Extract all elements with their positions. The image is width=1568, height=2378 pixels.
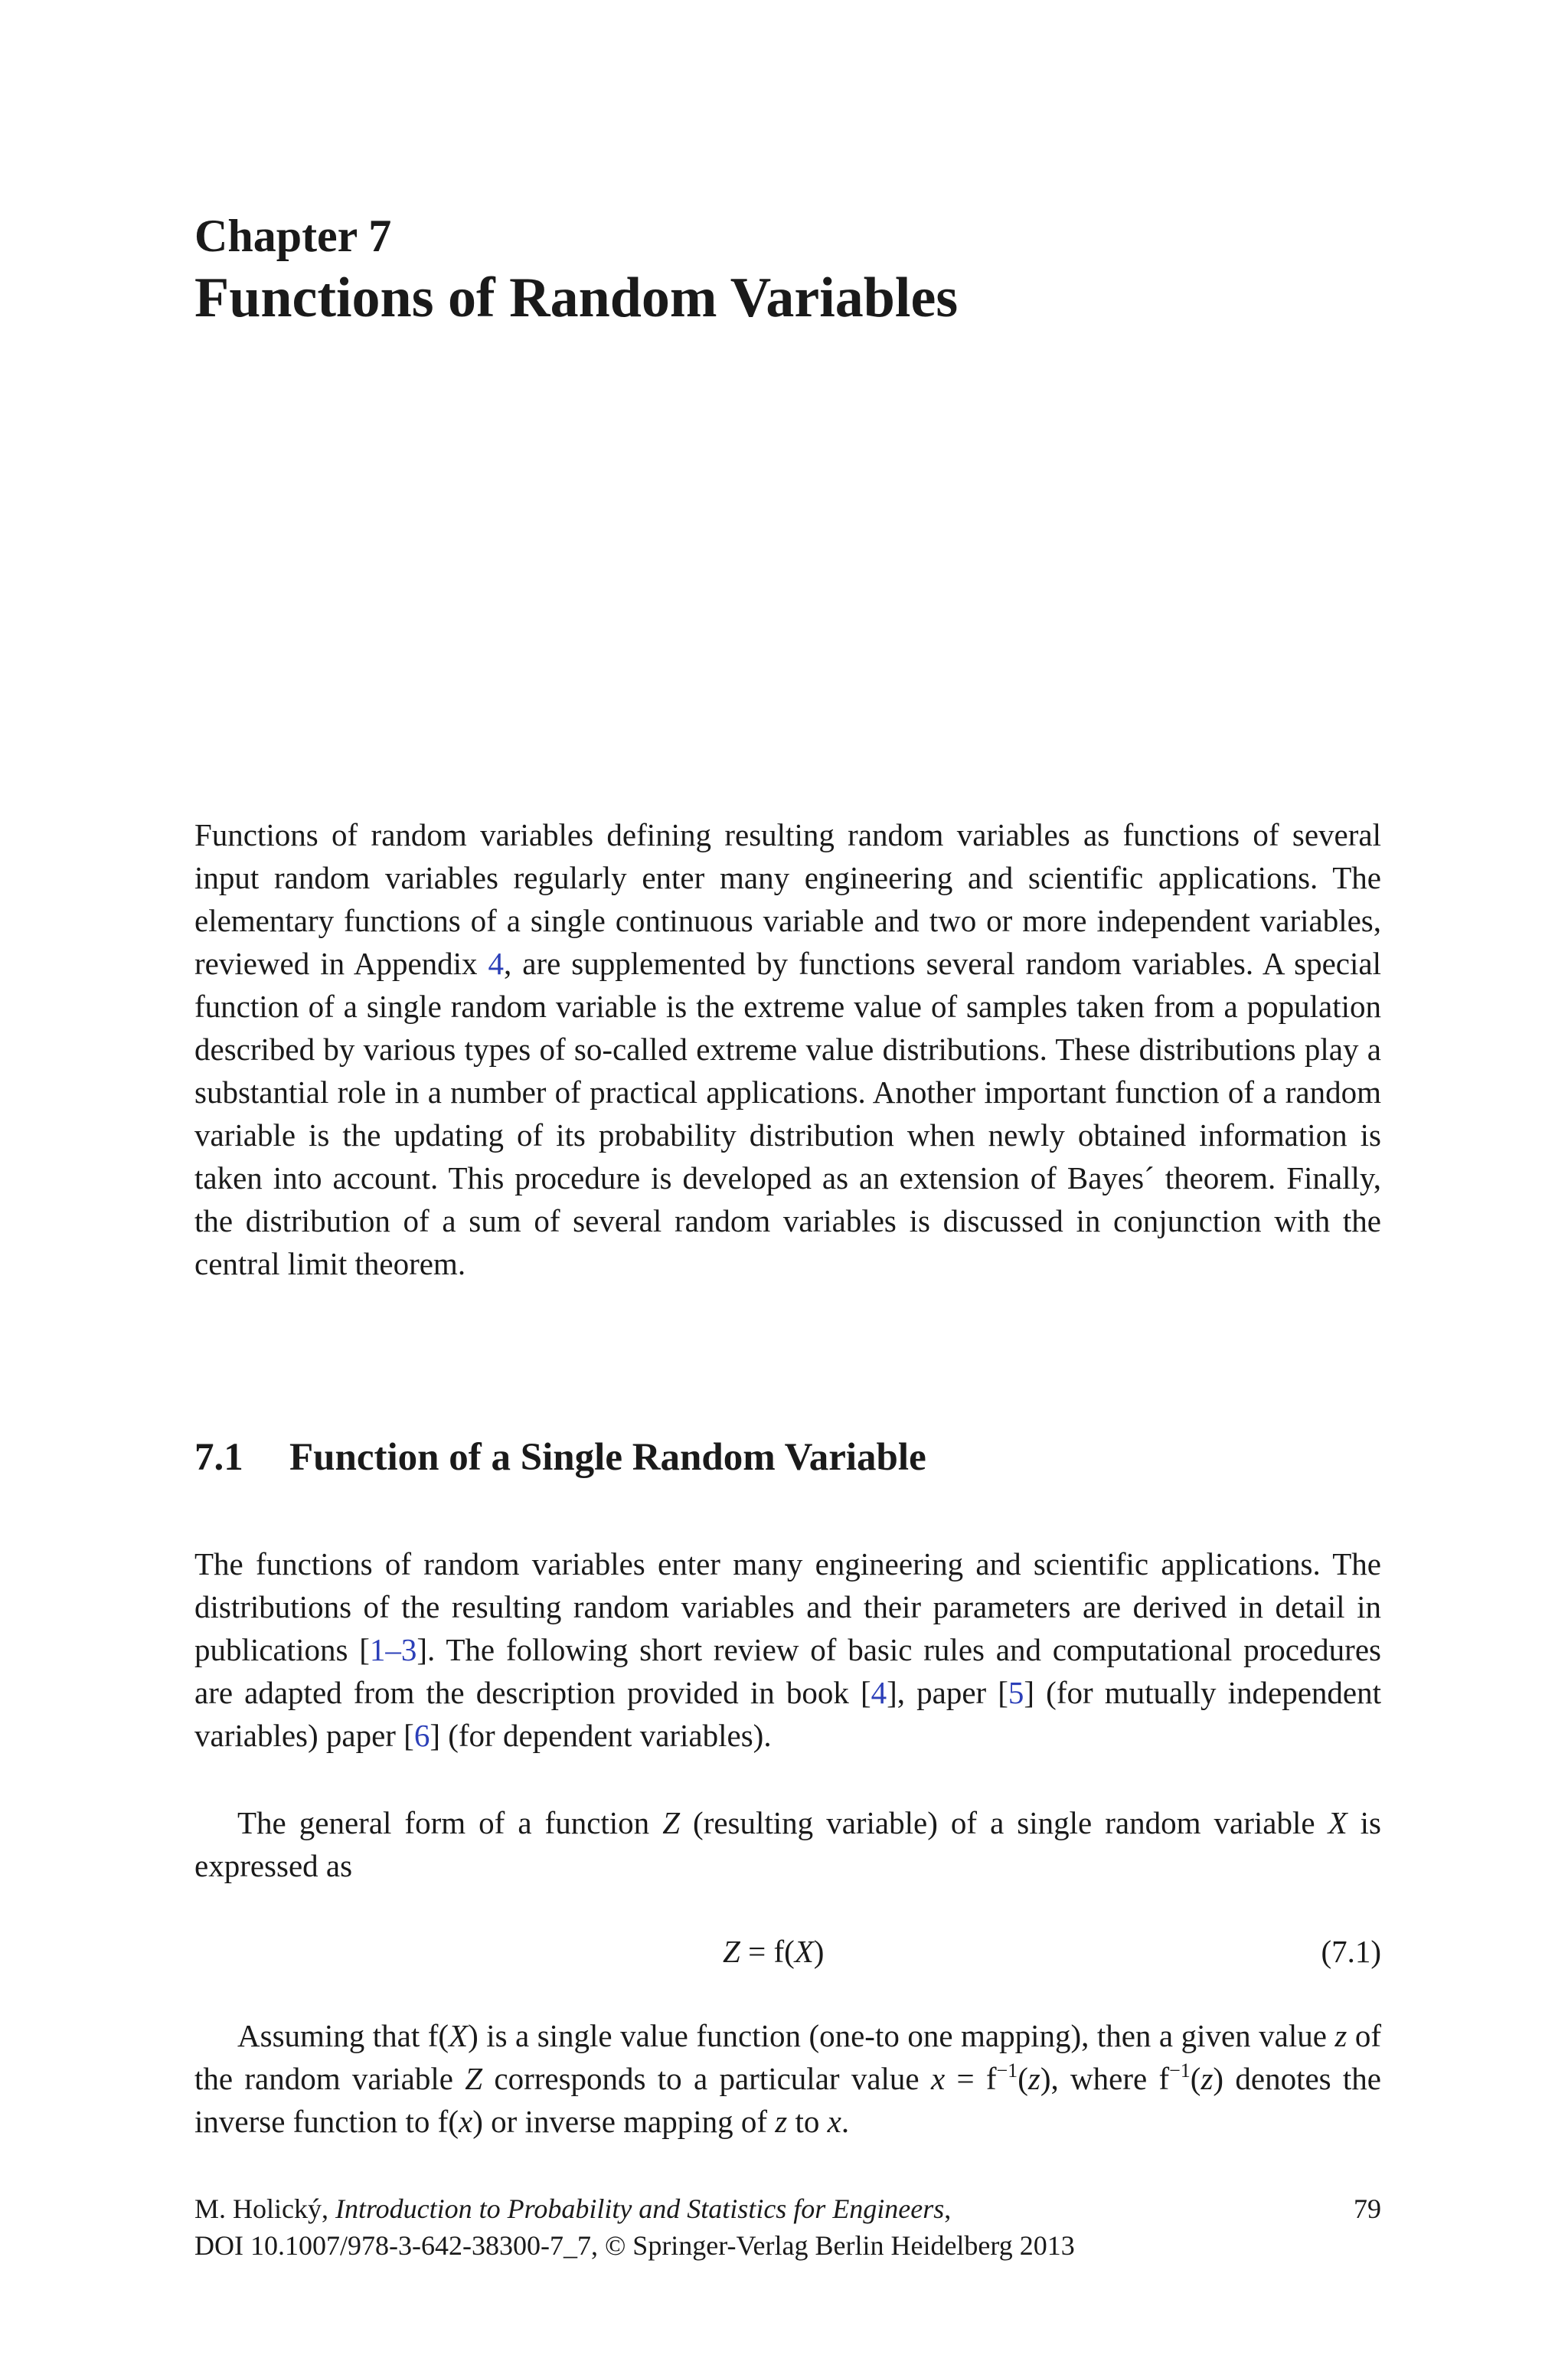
paragraph-text: The general form of a function xyxy=(237,1805,663,1840)
paragraph-text: corresponds to a particular value xyxy=(482,2061,931,2096)
math-variable: X xyxy=(449,2018,469,2053)
paragraph-text: of the random variable xyxy=(194,2018,1381,2096)
math-variable: z xyxy=(775,2104,788,2139)
chapter-label: Chapter 7 xyxy=(194,211,392,261)
paragraph-text: ( xyxy=(1190,2061,1201,2096)
equation-7-1 xyxy=(194,1930,1381,1973)
equation-paren: ) xyxy=(813,1934,825,1969)
abstract-text: , are supplemented by functions several random variables. A special function of a single random variable is the extreme value of samples taken from a population described by various types of so-called extreme value distributions. These distributions play a substantial role in a number of practical applications. Another important function of a random variable is the updating of its probability distribution when newly obtained information is taken into account. This procedure is developed as an extension of Bayes´ theorem. Finally, the distribution of a sum of several random variables is discussed in conjunction with the central limit theorem. xyxy=(194,946,1381,1281)
equation-argument: X xyxy=(794,1934,814,1969)
math-variable: X xyxy=(1328,1805,1348,1840)
reference-link-6[interactable]: 6 xyxy=(413,1718,430,1753)
paragraph-text: ) denotes the inverse function to f( xyxy=(194,2061,1382,2139)
paragraph-text: The functions of random variables enter many engineering and scientific applications. The distributions of the resulting random variables and their parameters are derived in detail in publications [ xyxy=(194,1546,1381,1667)
math-variable: x xyxy=(930,2061,946,2096)
reference-link-5[interactable]: 5 xyxy=(1008,1675,1024,1710)
superscript: −1 xyxy=(1169,2059,1191,2082)
math-variable: z xyxy=(1027,2061,1040,2096)
reference-link-3[interactable]: 3 xyxy=(400,1632,417,1667)
paragraph-text: ] (for dependent variables). xyxy=(430,1718,772,1753)
math-variable: z xyxy=(1200,2061,1214,2096)
paragraph-text: Assuming that f( xyxy=(237,2018,449,2053)
intro-paragraph xyxy=(194,1542,1381,1757)
math-variable: x xyxy=(458,2104,473,2139)
paragraph-text: ] (for mutually independent variables) paper [ xyxy=(194,1675,1381,1753)
page-footer xyxy=(194,2190,1381,2264)
paragraph-text: = f xyxy=(945,2061,997,2096)
paragraph-text: ) is a single value function (one-to one mapping), then a given value xyxy=(468,2018,1335,2053)
reference-dash: – xyxy=(385,1632,401,1667)
paragraph-text: ], paper [ xyxy=(887,1675,1008,1710)
paragraph-text: ]. The following short review of basic rules and computational procedures are adapted from the description provided in book [ xyxy=(194,1632,1381,1710)
paragraph-text: (resulting variable) of a single random variable xyxy=(680,1805,1328,1840)
general-form-paragraph xyxy=(194,1801,1381,1887)
math-variable: x xyxy=(827,2104,841,2139)
superscript: −1 xyxy=(996,2059,1018,2082)
inverse-mapping-paragraph xyxy=(194,2014,1381,2143)
footer-text: , xyxy=(944,2193,952,2224)
page-number: 79 xyxy=(1354,2193,1381,2224)
footer-author: M. Holický, xyxy=(194,2193,335,2224)
footer-book-title: Introduction to Probability and Statistics for Engineers xyxy=(335,2193,945,2224)
chapter-abstract xyxy=(194,813,1381,1285)
equation-lhs: Z xyxy=(723,1934,740,1969)
section-heading xyxy=(194,1438,926,1477)
math-variable: Z xyxy=(662,1805,681,1840)
paragraph-text: to xyxy=(787,2104,828,2139)
reference-link-4[interactable]: 4 xyxy=(871,1675,887,1710)
equation-number: (7.1) xyxy=(1321,1934,1381,1969)
paragraph-text: ( xyxy=(1018,2061,1028,2096)
abstract-text: Functions of random variables defining resulting random variables as functions of several input random variables regularly enter many engineering and scientific applications. The elementary functions of a single continuous variable and two or more independent variables, reviewed in Appendix xyxy=(194,817,1381,981)
equation-function: f xyxy=(773,1934,785,1969)
section-title: Function of a Single Random Variable xyxy=(289,1436,926,1479)
equation-expression xyxy=(723,1930,824,1973)
math-variable: z xyxy=(1334,2018,1348,2053)
paragraph-text: ) or inverse mapping of xyxy=(472,2104,776,2139)
paragraph-text: is expressed as xyxy=(194,1805,1381,1883)
reference-link-1[interactable]: 1 xyxy=(369,1632,386,1667)
paragraph-text: ), where f xyxy=(1040,2061,1170,2096)
citation-line xyxy=(194,2190,1381,2227)
equation-paren: ( xyxy=(784,1934,795,1969)
equation-equals: = xyxy=(740,1934,774,1969)
chapter-title: Functions of Random Variables xyxy=(194,267,959,329)
appendix-link[interactable]: 4 xyxy=(488,946,505,981)
math-variable: Z xyxy=(465,2061,483,2096)
section-number: 7.1 xyxy=(194,1436,243,1479)
paragraph-text: . xyxy=(841,2104,850,2139)
doi-line: DOI 10.1007/978-3-642-38300-7_7, © Springer-Verlag Berlin Heidelberg 2013 xyxy=(194,2230,1075,2261)
